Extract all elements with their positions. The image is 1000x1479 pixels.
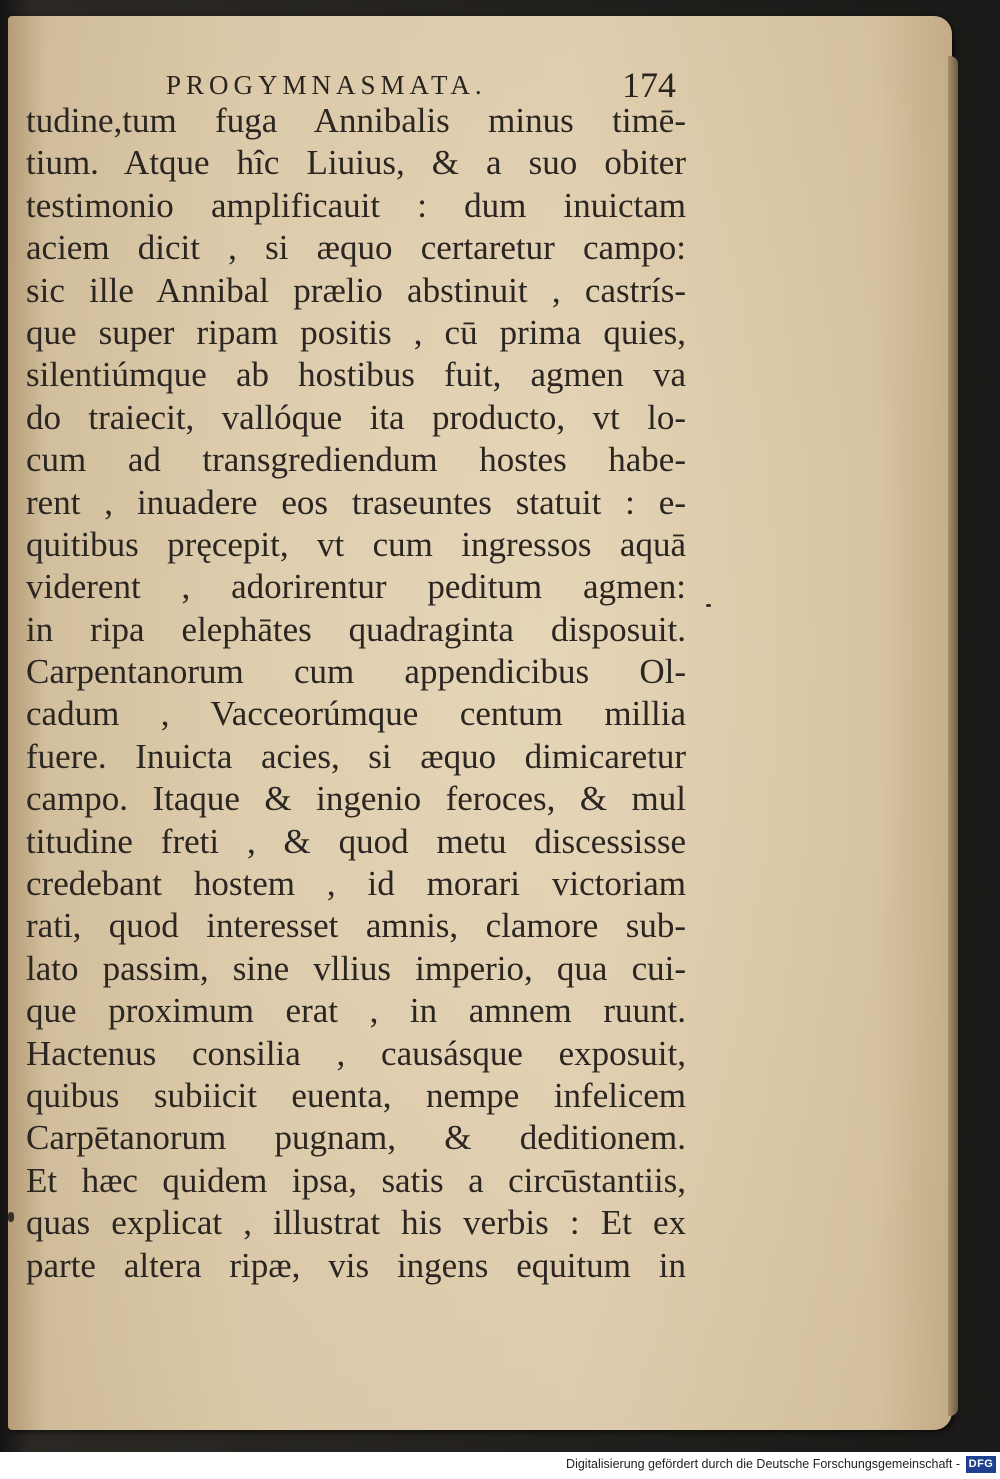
- text-line: quitibus pręcepit, vt cum ingressos aquā: [26, 524, 686, 564]
- text-line: quas explicat , illustrat his verbis : Et ex: [26, 1203, 686, 1243]
- ink-mark: [8, 1212, 14, 1222]
- text-line: Et hæc quidem ipsa, satis a circūstantiis,: [26, 1160, 686, 1200]
- text-line: in ripa elephātes quadraginta disposuit.: [26, 609, 686, 649]
- text-line: quibus subiicit euenta, nempe infelicem: [26, 1075, 686, 1115]
- text-line: cadum , Vacceorúmque centum millia: [26, 694, 686, 734]
- text-line: parte altera ripæ, vis ingens equitum in: [26, 1245, 686, 1285]
- funding-credit: Digitalisierung gefördert durch die Deutsche Forschungsgemeinschaft -: [566, 1457, 960, 1471]
- text-line: campo. Itaque & ingenio feroces, & mul: [26, 779, 686, 819]
- page-number: 174: [622, 65, 676, 105]
- text-line: tudine,tum fuga Annibalis minus timē-: [26, 101, 686, 140]
- text-line: testimonio amplificauit : dum inuictam: [26, 185, 686, 225]
- text-line: que proximum erat , in amnem ruunt.: [26, 991, 686, 1031]
- dfg-logo-icon: DFG: [966, 1456, 996, 1473]
- text-line: lato passim, sine vllius imperio, qua cui-: [26, 948, 686, 988]
- text-line: do traiecit, vallóque ita producto, vt lo-: [26, 397, 686, 437]
- book-page: [8, 16, 952, 1430]
- text-line: rent , inuadere eos traseuntes statuit : e-: [26, 482, 686, 522]
- text-line: rati, quod interesset amnis, clamore sub-: [26, 906, 686, 946]
- text-line: tium. Atque hîc Liuius, & a suo obiter: [26, 143, 686, 183]
- text-line: viderent , adorirentur peditum agmen:: [26, 567, 686, 607]
- digitization-footer: [0, 1452, 1000, 1479]
- text-line: credebant hostem , id morari victoriam: [26, 864, 686, 904]
- text-line: fuere. Inuicta acies, si æquo dimicaretur: [26, 736, 686, 776]
- text-line: silentiúmque ab hostibus fuit, agmen va: [26, 355, 686, 395]
- text-line: Hactenus consilia , causásque exposuit,: [26, 1033, 686, 1073]
- body-text: [26, 100, 696, 1287]
- text-line: titudine freti , & quod metu discessisse: [26, 821, 686, 861]
- ink-mark: [706, 604, 711, 607]
- page-edge: [948, 56, 958, 1416]
- running-head: PROGYMNASMATA.: [166, 70, 487, 100]
- text-line: aciem dicit , si æquo certaretur campo:: [26, 228, 686, 268]
- text-line: cum ad transgrediendum hostes habe-: [26, 440, 686, 480]
- text-line: Carpētanorum pugnam, & deditionem.: [26, 1118, 686, 1158]
- text-line: Carpentanorum cum appendicibus Ol-: [26, 652, 686, 692]
- text-line: sic ille Annibal prælio abstinuit , castrís-: [26, 270, 686, 310]
- text-line: que super ripam positis , cū prima quies,: [26, 312, 686, 352]
